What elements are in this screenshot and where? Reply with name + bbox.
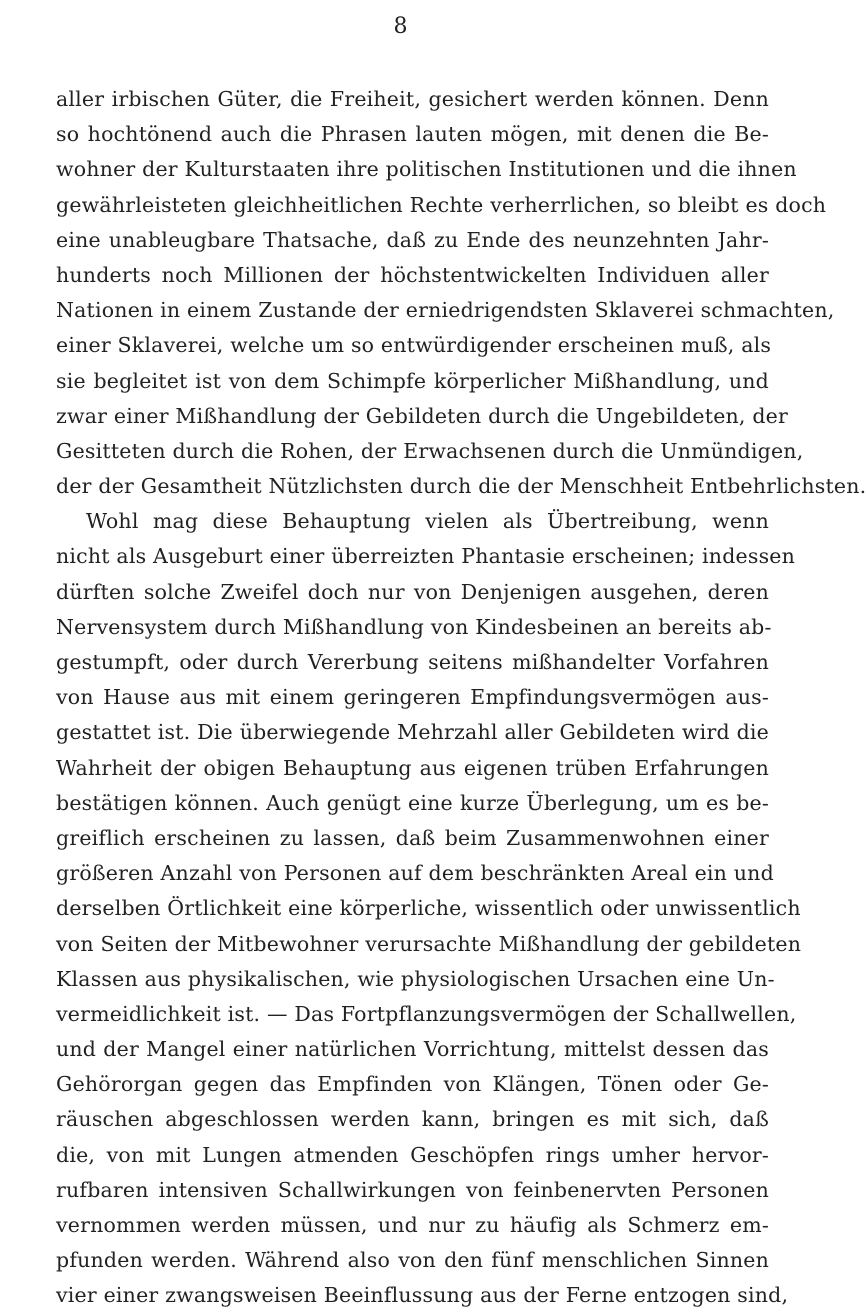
text-line: nicht als Ausgeburt einer überreizten Phantasie erscheinen; indessen xyxy=(56,544,796,569)
text-line: gewährleisteten gleichheitlichen Rechte verherrlichen, so bleibt es doch xyxy=(56,192,827,217)
text-line: pfunden werden. Während also von den fünf menschlichen Sinnen xyxy=(56,1248,769,1273)
text-line: räuschen abgeschlossen werden kann, bringen es mit sich, daß xyxy=(56,1107,769,1132)
text-line: rufbaren intensiven Schallwirkungen von feinbenervten Personen xyxy=(56,1177,769,1202)
text-line: derselben Örtlichkeit eine körperliche, wissentlich oder unwissentlich xyxy=(56,896,801,921)
text-line: vier einer zwangsweisen Beeinflussung aus der Ferne entzogen sind, xyxy=(56,1283,789,1308)
text-line: größeren Anzahl von Personen auf dem beschränkten Areal ein und xyxy=(56,861,774,886)
text-line: dürften solche Zweifel doch nur von Denjenigen ausgehen, deren xyxy=(56,579,769,604)
text-line: Gesitteten durch die Rohen, der Erwachsenen durch die Unmündigen, xyxy=(56,438,804,463)
text-line: wohner der Kulturstaaten ihre politischen Institutionen und die ihnen xyxy=(56,157,797,182)
text-line: vernommen werden müssen, und nur zu häufig als Schmerz em- xyxy=(56,1213,769,1237)
text-line: Klassen aus physikalischen, wie physiologischen Ursachen eine Un- xyxy=(56,966,775,991)
text-line: Wahrheit der obigen Behauptung aus eigenen trüben Erfahrungen xyxy=(56,755,769,780)
text-line: die, von mit Lungen atmenden Geschöpfen rings umher hervor- xyxy=(56,1142,769,1167)
text-line: Nervensystem durch Mißhandlung von Kindesbeinen an bereits ab- xyxy=(56,614,772,639)
text-line: gestattet ist. Die überwiegende Mehrzahl aller Gebildeten wird die xyxy=(56,720,769,745)
text-line: hunderts noch Millionen der höchstentwickelten Individuen aller xyxy=(56,262,769,287)
text-line: bestätigen können. Auch genügt eine kurze Überlegung, um es be- xyxy=(56,790,769,815)
text-line: Gehörorgan gegen das Empfinden von Klängen, Tönen oder Ge- xyxy=(56,1072,769,1097)
text-line: so hochtönend auch die Phrasen lauten mögen, mit denen die Be- xyxy=(56,122,769,147)
text-line: von Seiten der Mitbewohner verursachte Mißhandlung der gebildeten xyxy=(56,931,802,956)
text-line: aller irbischen Güter, die Freiheit, gesichert werden können. Denn xyxy=(56,87,769,111)
page-number: 8 xyxy=(393,14,408,39)
body-text xyxy=(56,82,866,1314)
text-line: eine unableugbare Thatsache, daß zu Ende des neunzehnten Jahr- xyxy=(56,227,769,252)
text-line: einer Sklaverei, welche um so entwürdigender erscheinen muß, als xyxy=(56,333,772,358)
text-line: und der Mangel einer natürlichen Vorrichtung, mittelst dessen das xyxy=(56,1037,769,1062)
text-line: zwar einer Mißhandlung der Gebildeten durch die Ungebildeten, der xyxy=(56,403,789,428)
text-line: gestumpft, oder durch Vererbung seitens mißhandelter Vorfahren xyxy=(56,650,769,674)
text-line: sie begleitet ist von dem Schimpfe körperlicher Mißhandlung, und xyxy=(56,368,769,393)
text-line: Nationen in einem Zustande der erniedrigendsten Sklaverei schmachten, xyxy=(56,298,835,323)
text-line: der der Gesamtheit Nützlichsten durch die der Menschheit Entbehrlichsten. xyxy=(56,474,866,499)
text-line: greiflich erscheinen zu lassen, daß beim Zusammenwohnen einer xyxy=(56,825,769,850)
paragraph-first-line: Wohl mag diese Behauptung vielen als Übertreibung, wenn xyxy=(86,509,769,534)
text-line: vermeidlichkeit ist. — Das Fortpflanzungsvermögen der Schallwellen, xyxy=(56,1001,797,1026)
text-line: von Hause aus mit einem geringeren Empfindungsvermögen aus- xyxy=(56,685,769,710)
